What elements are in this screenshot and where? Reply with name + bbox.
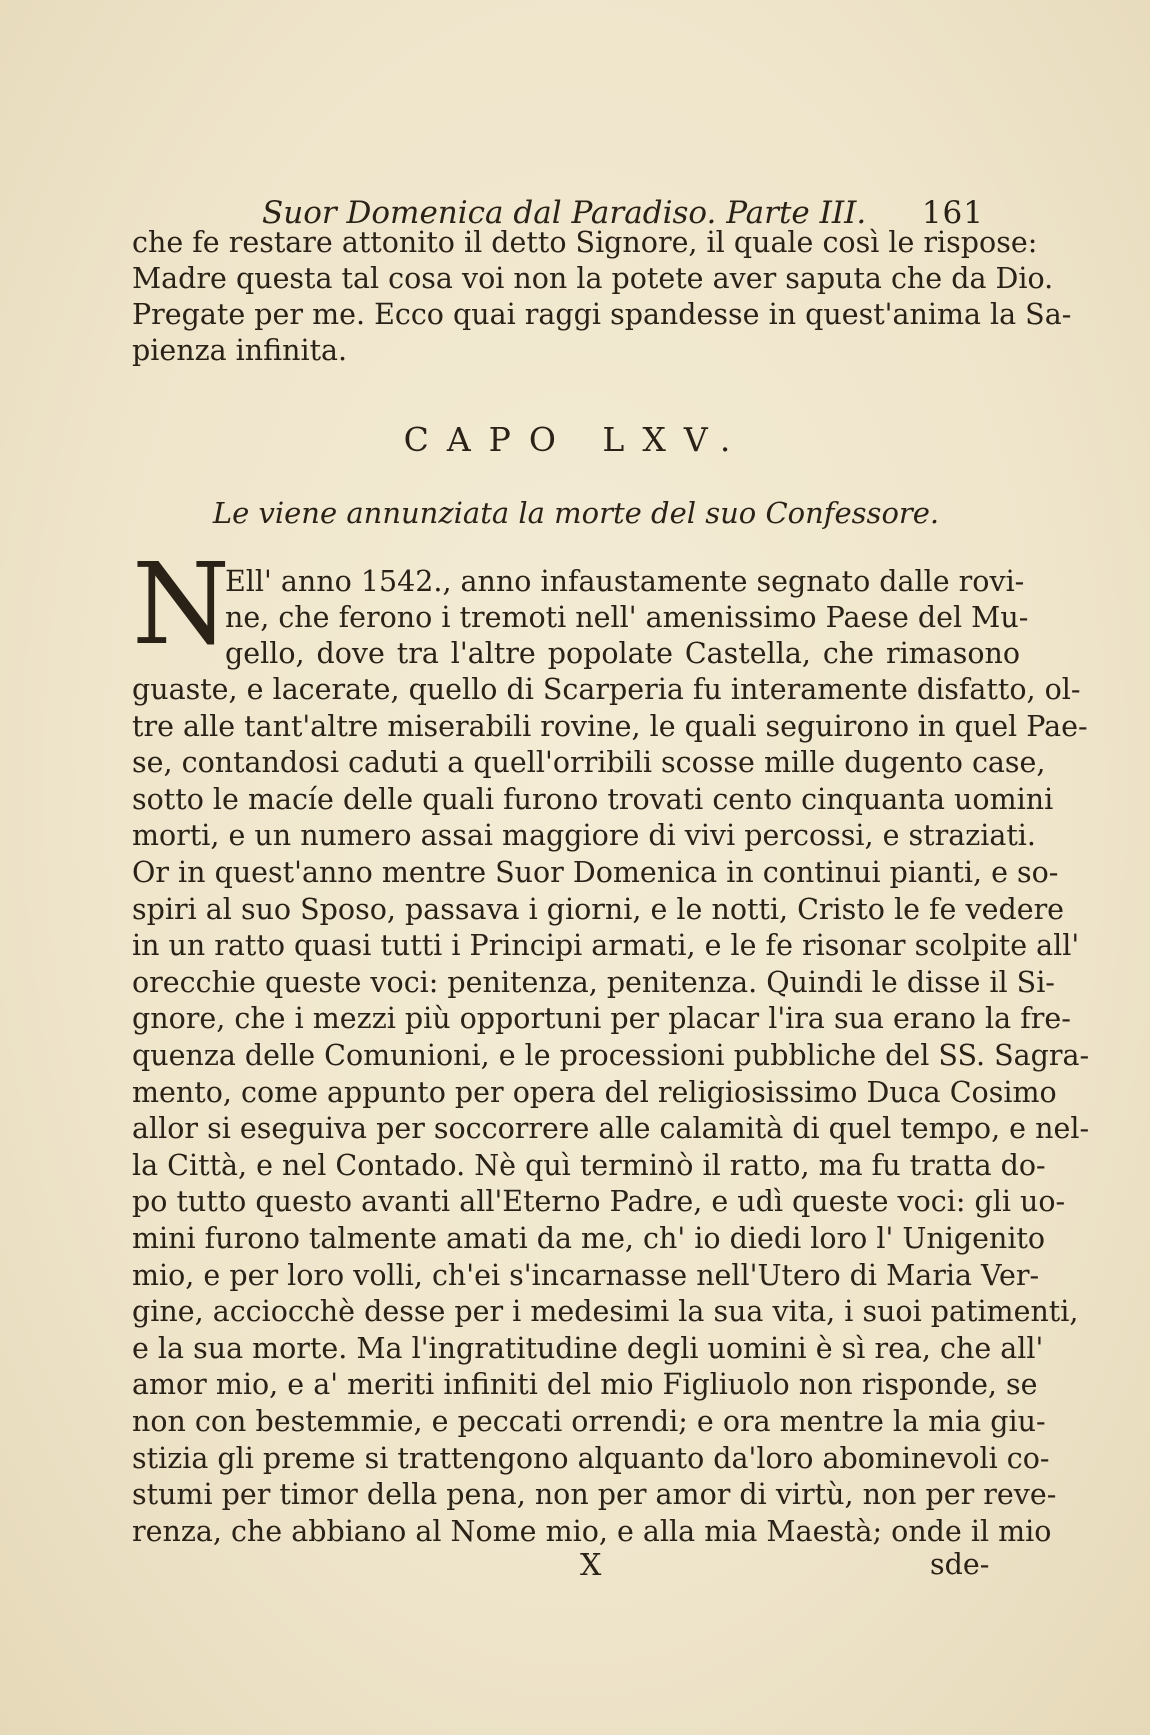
text-line: che fe restare attonito il detto Signore, il quale così le rispose: <box>132 226 1038 259</box>
text-line: tre alle tant'altre miserabili rovine, le quali seguirono in quel Pae- <box>132 709 1088 743</box>
running-title: Suor Domenica dal Paradiso. Parte III. <box>262 195 867 231</box>
text-line: Ell' anno 1542., anno infaustamente segnato dalle rovi- <box>225 565 1025 598</box>
text-line: sotto le macíe delle quali furono trovati cento cinquanta uomini <box>132 782 1054 816</box>
chapter-heading: CAPO LXV. <box>403 420 749 459</box>
text-line: guaste, e lacerate, quello di Scarperia fu interamente disfatto, ol- <box>132 673 1081 706</box>
text-line: spiri al suo Sposo, passava i giorni, e le notti, Cristo le fe vedere <box>132 892 1065 926</box>
text-line: ne, che ferono i tremoti nell' amenissimo Paese del Mu- <box>225 601 1029 634</box>
catchword: sde- <box>930 1548 990 1581</box>
text-line: mento, come appunto per opera del religiosissimo Duca Cosimo <box>132 1075 1057 1109</box>
text-line: orecchie queste voci: penitenza, penitenza. Quindi le disse il Si- <box>132 965 1055 999</box>
text-line: morti, e un numero assai maggiore di vivi percossi, e straziati. <box>132 819 1036 853</box>
text-line: Madre questa tal cosa voi non la potete aver saputa che da Dio. <box>132 262 1054 295</box>
text-line: allor si eseguiva per soccorrere alle calamità di quel tempo, e nel- <box>132 1112 1090 1146</box>
signature-mark: X <box>580 1548 602 1583</box>
text-line: in un ratto quasi tutti i Principi armati, e le fe risonar scolpite all' <box>132 929 1080 963</box>
text-line: Or in quest'anno mentre Suor Domenica in continui pianti, e so- <box>132 856 1059 889</box>
text-line: po tutto questo avanti all'Eterno Padre, e udì queste voci: gli uo- <box>132 1185 1066 1219</box>
text-line: non con bestemmie, e peccati orrendi; e ora mentre la mia giu- <box>132 1405 1046 1438</box>
text-line: se, contandosi caduti a quell'orribili scosse mille dugento case, <box>132 746 1046 780</box>
text-line: pienza infinita. <box>132 334 348 367</box>
text-line: mio, e per loro volli, ch'ei s'incarnasse nell'Utero di Maria Ver- <box>132 1258 1040 1292</box>
text-line: gine, acciocchè desse per i medesimi la sua vita, i suoi patimenti, <box>132 1295 1079 1329</box>
text-line: renza, che abbiano al Nome mio, e alla mia Maestà; onde il mio <box>132 1514 1052 1548</box>
text-line: stizia gli preme si trattengono alquanto da'loro abominevoli co- <box>132 1441 1050 1475</box>
text-line: amor mio, e a' meriti infiniti del mio Figliuolo non risponde, se <box>132 1368 1038 1402</box>
text-line: stumi per timor della pena, non per amor di virtù, non per reve- <box>132 1478 1057 1512</box>
text-line: quenza delle Comunioni, e le processioni pubbliche del SS. Sagra- <box>132 1039 1090 1072</box>
drop-cap: N <box>132 540 230 670</box>
text-line: Pregate per me. Ecco quai raggi spandesse in quest'anima la Sa- <box>132 298 1072 331</box>
text-line: la Città, e nel Contado. Nè quì terminò il ratto, ma fu tratta do- <box>132 1148 1046 1182</box>
text-line: mini furono talmente amati da me, ch' io diedi loro l' Unigenito <box>132 1222 1046 1255</box>
text-line: gnore, che i mezzi più opportuni per placar l'ira sua erano la fre- <box>132 1002 1071 1036</box>
page-number: 161 <box>921 195 984 231</box>
text-line: e la sua morte. Ma l'ingratitudine degli uomini è sì rea, che all' <box>132 1331 1044 1365</box>
text-line: gello, dove tra l'altre popolate Castella, che rimasono <box>225 637 1020 670</box>
chapter-subtitle: Le viene annunziata la morte del suo Confessore. <box>212 496 940 530</box>
